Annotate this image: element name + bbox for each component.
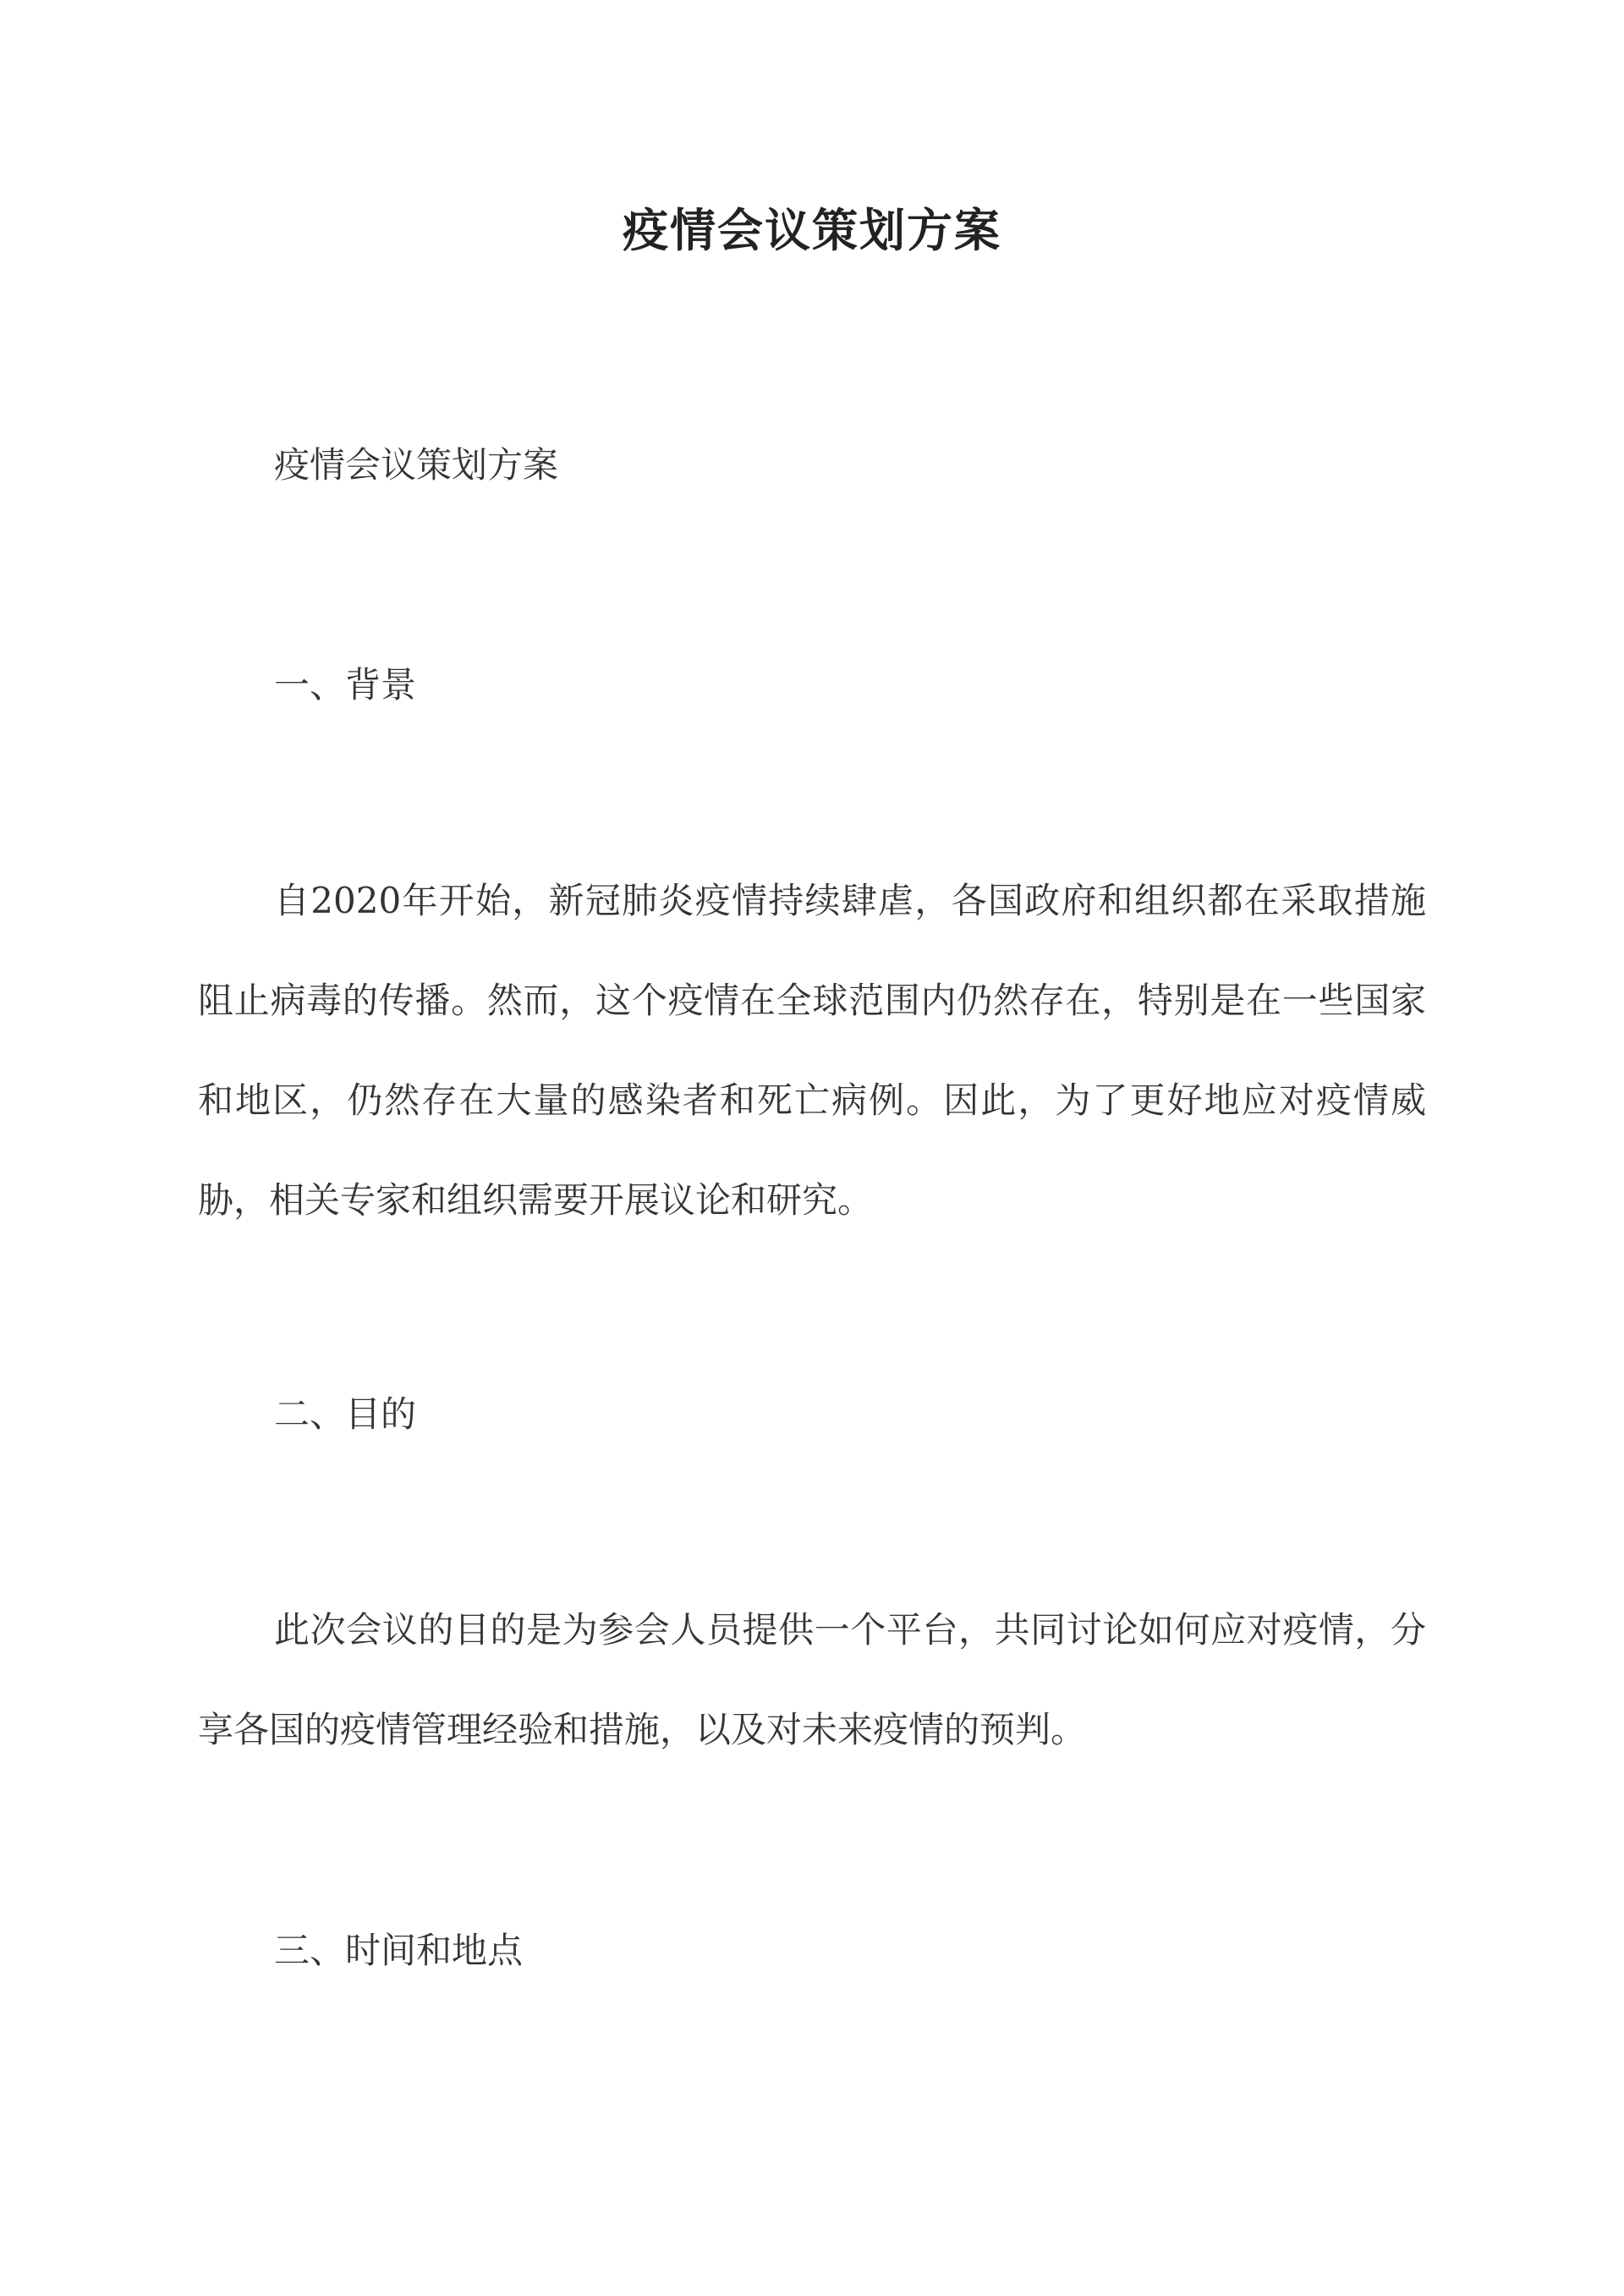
document-title: 疫情会议策划方案 (623, 203, 1001, 257)
section-body-background: 自2020年开始，新冠肺炎疫情持续肆虐，各国政府和组织都在采取措施阻止病毒的传播。然而，这个疫情在全球范围内仍然存在，特别是在一些国家和地区，仍然存在大量的感染者和死亡病例。因此，为了更好地应对疫情威胁，相关专家和组织需要开展议论和研究。 (198, 880, 1426, 1221)
document-subtitle: 疫情会议策划方案 (274, 444, 559, 486)
section-body-purpose: 此次会议的目的是为参会人员提供一个平台，共同讨论如何应对疫情，分享各国的疫情管理经验和措施，以及对未来疫情的预判。 (198, 1609, 1426, 1750)
section-heading-time-place: 三、时间和地点 (274, 1930, 524, 1971)
section-heading-purpose: 二、目的 (274, 1393, 417, 1435)
section-heading-background: 一、背景 (274, 664, 417, 706)
